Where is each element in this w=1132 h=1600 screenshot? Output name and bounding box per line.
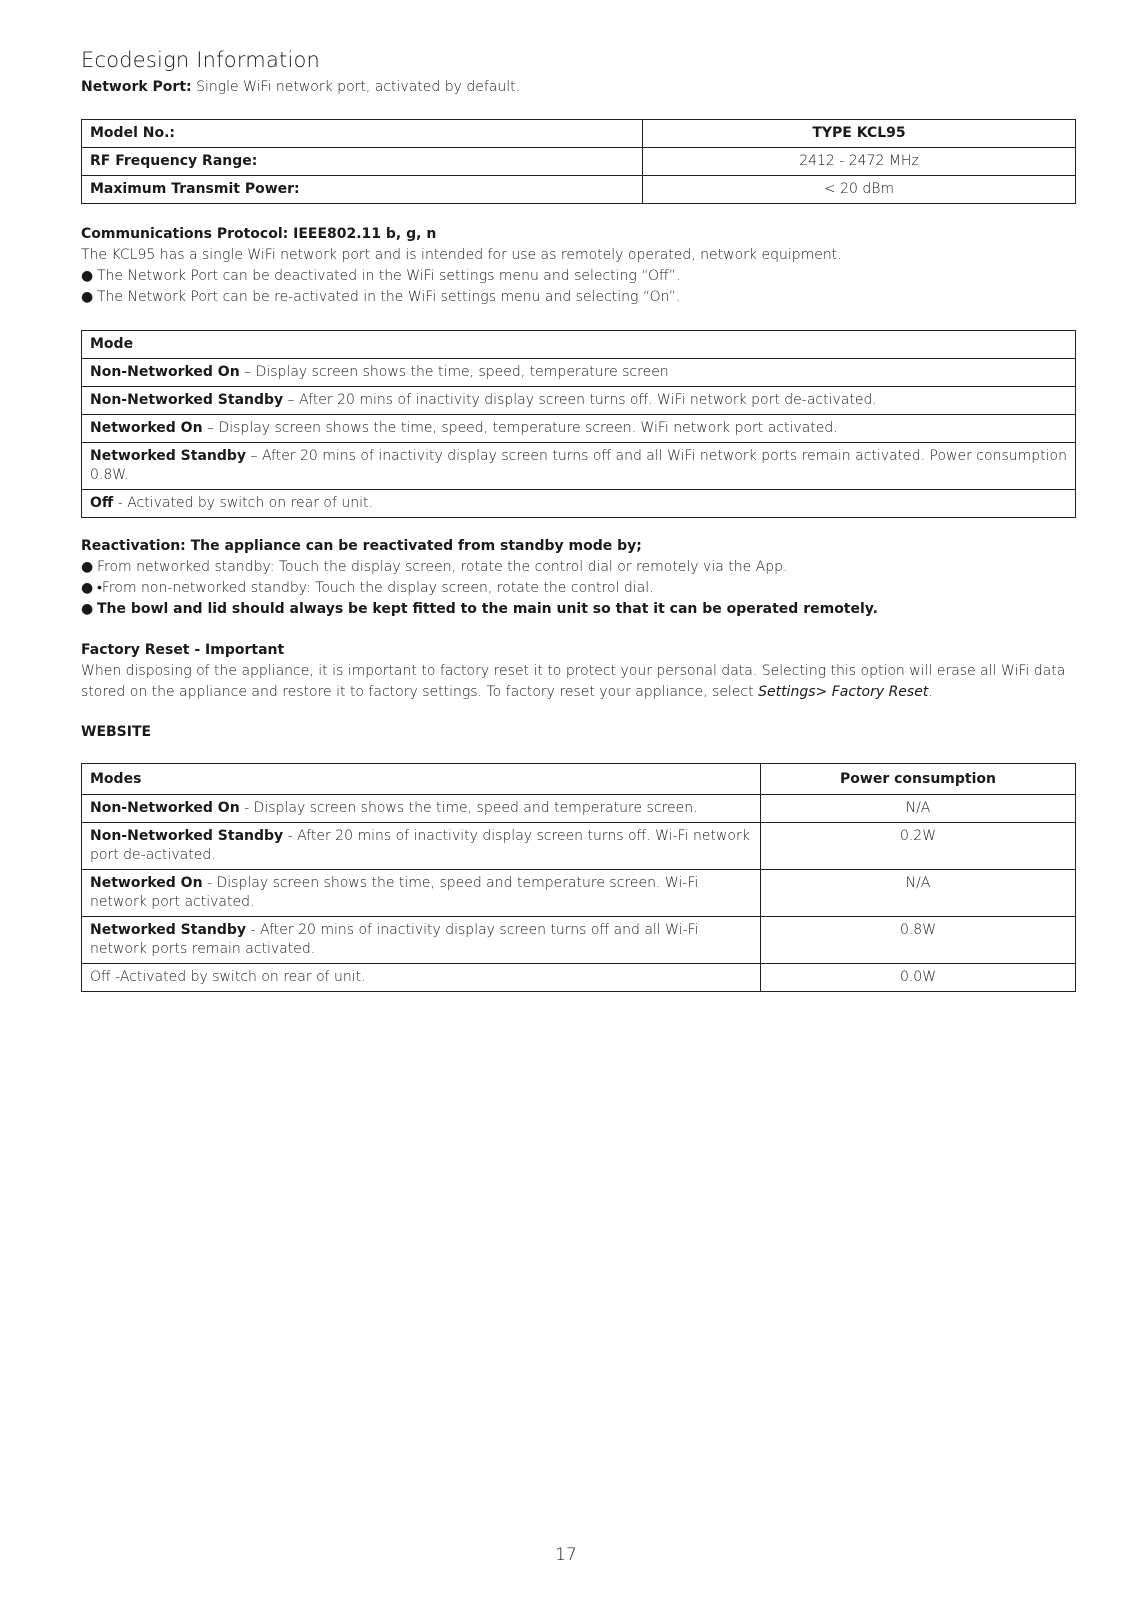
table-row (82, 331, 1076, 359)
list-item: ● The Network Port can be re-activated in the WiFi settings menu and selecting “On”. (81, 287, 1076, 308)
table-row (82, 917, 1076, 964)
power-cell: N/A (761, 795, 1076, 823)
mode-cell: Off -Activated by switch on rear of unit. (82, 964, 761, 992)
document-page (81, 48, 1076, 992)
factory-reset-text: When disposing of the appliance, it is important to factory reset it to protect your personal data. Selecting this option will erase all WiFi data stored on the appliance and restore it to factory settings. To factory reset your appliance, select Settings> Factory Reset. (81, 663, 1066, 700)
list-item: ● The Network Port can be deactivated in the WiFi settings menu and selecting “Off”. (81, 266, 1076, 287)
spec-table (81, 119, 1076, 204)
power-cell: 0.2W (761, 823, 1076, 870)
mode-table (81, 330, 1076, 518)
mode-header: Mode (82, 331, 1076, 359)
table-row (82, 120, 1076, 148)
table-row (82, 490, 1076, 518)
reactivation-section (81, 536, 1076, 620)
mode-cell: Non-Networked On – Display screen shows the time, speed, temperature screen (82, 359, 1076, 387)
table-row (82, 176, 1076, 204)
network-port-text: Single WiFi network port, activated by default. (191, 79, 521, 95)
mode-cell: Off - Activated by switch on rear of unit. (82, 490, 1076, 518)
spec-value: TYPE KCL95 (643, 120, 1076, 148)
bullet-icon: ● (81, 601, 94, 617)
spec-value: < 20 dBm (643, 176, 1076, 204)
table-row (82, 415, 1076, 443)
comms-bullets (81, 266, 1076, 308)
table-row (82, 823, 1076, 870)
list-item: ● The bowl and lid should always be kept fitted to the main unit so that it can be operated remotely. (81, 599, 1076, 620)
table-row (82, 443, 1076, 490)
reactivation-bullets (81, 557, 1076, 620)
bullet-icon: ● (81, 289, 94, 305)
reactivation-heading: Reactivation: The appliance can be reactivated from standby mode by; (81, 538, 642, 554)
spec-key: RF Frequency Range: (82, 148, 643, 176)
comms-intro: The KCL95 has a single WiFi network port and is intended for use as remotely operated, network equipment. (81, 247, 842, 263)
mode-cell: Networked Standby – After 20 mins of inactivity display screen turns off and all WiFi network ports remain activated. Power consumption 0.8W. (82, 443, 1076, 490)
comms-section (81, 224, 1076, 308)
power-cell: 0.8W (761, 917, 1076, 964)
power-cell: N/A (761, 870, 1076, 917)
website-heading: WEBSITE (81, 724, 152, 740)
page-title: Ecodesign Information (81, 48, 321, 72)
spec-value: 2412 - 2472 MHz (643, 148, 1076, 176)
factory-reset-heading: Factory Reset - Important (81, 642, 285, 658)
network-port-line (81, 77, 1076, 98)
mode-cell: Networked On – Display screen shows the time, speed, temperature screen. WiFi network port activated. (82, 415, 1076, 443)
bullet-icon: ● (81, 559, 94, 575)
table-row (82, 795, 1076, 823)
website-table (81, 763, 1076, 992)
network-port-label: Network Port: (81, 79, 192, 95)
list-item: ● From networked standby: Touch the display screen, rotate the control dial or remotely via the App. (81, 557, 1076, 578)
table-row (82, 148, 1076, 176)
mode-cell: Networked Standby - After 20 mins of inactivity display screen turns off and all Wi-Fi network ports remain activated. (82, 917, 761, 964)
table-row (82, 387, 1076, 415)
list-item: ● •From non-networked standby: Touch the display screen, rotate the control dial. (81, 578, 1076, 599)
mode-cell: Non-Networked On - Display screen shows the time, speed and temperature screen. (82, 795, 761, 823)
mode-cell: Networked On - Display screen shows the time, speed and temperature screen. Wi-Fi network port activated. (82, 870, 761, 917)
spec-key: Maximum Transmit Power: (82, 176, 643, 204)
power-cell: 0.0W (761, 964, 1076, 992)
comms-heading: Communications Protocol: IEEE802.11 b, g, n (81, 226, 437, 242)
table-row (82, 764, 1076, 795)
column-header-power: Power consumption (761, 764, 1076, 795)
table-row (82, 359, 1076, 387)
mode-cell: Non-Networked Standby – After 20 mins of inactivity display screen turns off. WiFi network port de-activated. (82, 387, 1076, 415)
mode-cell: Non-Networked Standby - After 20 mins of inactivity display screen turns off. Wi-Fi network port de-activated. (82, 823, 761, 870)
column-header-modes: Modes (82, 764, 761, 795)
page-number: 17 (555, 1545, 577, 1565)
table-row (82, 964, 1076, 992)
factory-reset-section (81, 640, 1076, 703)
bullet-icon: ● (81, 268, 94, 284)
spec-key: Model No.: (82, 120, 643, 148)
bullet-icon: ● (81, 580, 94, 596)
table-row (82, 870, 1076, 917)
